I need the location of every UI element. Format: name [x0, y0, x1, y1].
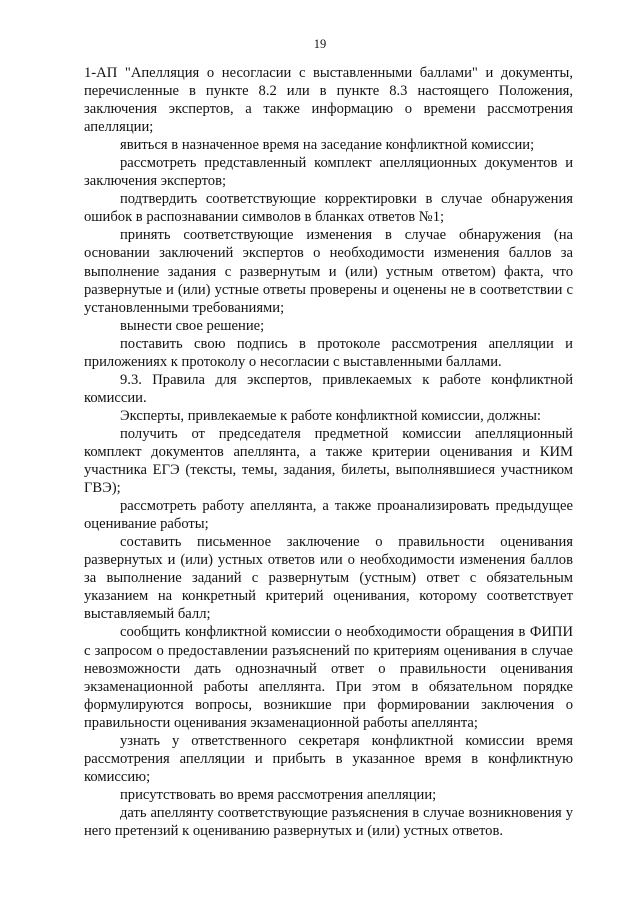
paragraph-receive-documents: получить от председателя предметной комиссии апелляционный комплект документов апеллянта, а также критерии оценивания и КИМ участника ЕГЭ (тексты, темы, задания, билеты, выполнявшиеся участником ГВЭ);: [84, 425, 573, 497]
paragraph-accept-changes: принять соответствующие изменения в случае обнаружения (на основании заключений экспертов о необходимости изменения баллов за выполнение задания с развернутым и (или) устным ответом) факта, что развернутые и (или) устные ответы проверены и оценены не в соответствии с установленными требованиями;: [84, 227, 573, 316]
paragraph-give-explanations: дать апеллянту соответствующие разъяснения в случае возникновения у него претензий к оцениванию развернутых и (или) устных ответов.: [84, 804, 573, 839]
paragraph-appeal-documents: 1-АП "Апелляция о несогласии с выставленными баллами" и документы, перечисленные в пункте 8.2 или в пункте 8.3 настоящего Положения, заключения экспертов, а также информацию о времени рассмотрения апелляции;: [84, 65, 573, 136]
paragraph-attend-meeting: явиться в назначенное время на заседание конфликтной комиссии;: [120, 137, 535, 154]
paragraph-review-package: рассмотреть представленный комплект апелляционных документов и заключения экспертов;: [84, 155, 573, 190]
page-number: 19: [313, 37, 327, 51]
paragraph-learn-time: узнать у ответственного секретаря конфликтной комиссии время рассмотрения апелляции и прибыть в указанное время в конфликтную комиссию;: [84, 732, 573, 785]
document-body: [84, 64, 573, 840]
paragraph-sign-protocol: поставить свою подпись в протоколе рассмотрения апелляции и приложениях к протоколу о несогласии с выставленными баллами.: [84, 335, 573, 370]
paragraph-confirm-corrections: подтвердить соответствующие корректировки в случае обнаружения ошибок в распознавании символов в бланках ответов №1;: [84, 191, 573, 226]
paragraph-fipi-request: сообщить конфликтной комиссии о необходимости обращения в ФИПИ с запросом о предоставлении разъяснений по критериям оценивания в случае невозможности дать однозначный ответ о правильности оценивания экзаменационной работы апеллянта. При этом в обязательном порядке формулируются вопросы, возникшие при формировании заключения о правильности оценивания экзаменационной работы апеллянта;: [84, 624, 573, 731]
paragraph-review-work: рассмотреть работу апеллянта, а также проанализировать предыдущее оценивание работы;: [84, 498, 573, 533]
section-heading-9-3: 9.3. Правила для экспертов, привлекаемых к работе конфликтной комиссии.: [84, 371, 573, 406]
paragraph-make-decision: вынести свое решение;: [120, 317, 265, 334]
paragraph-experts-must: Эксперты, привлекаемые к работе конфликтной комиссии, должны:: [120, 407, 541, 424]
paragraph-written-conclusion: составить письменное заключение о правильности оценивания развернутых и (или) устных ответов или о необходимости изменения баллов за выполнение заданий с развернутым (устным) ответ с обязательным указанием на конкретный критерий оценивания, которому соответствует выставляемый балл;: [84, 534, 573, 623]
paragraph-attend-review: присутствовать во время рассмотрения апелляции;: [120, 786, 437, 803]
